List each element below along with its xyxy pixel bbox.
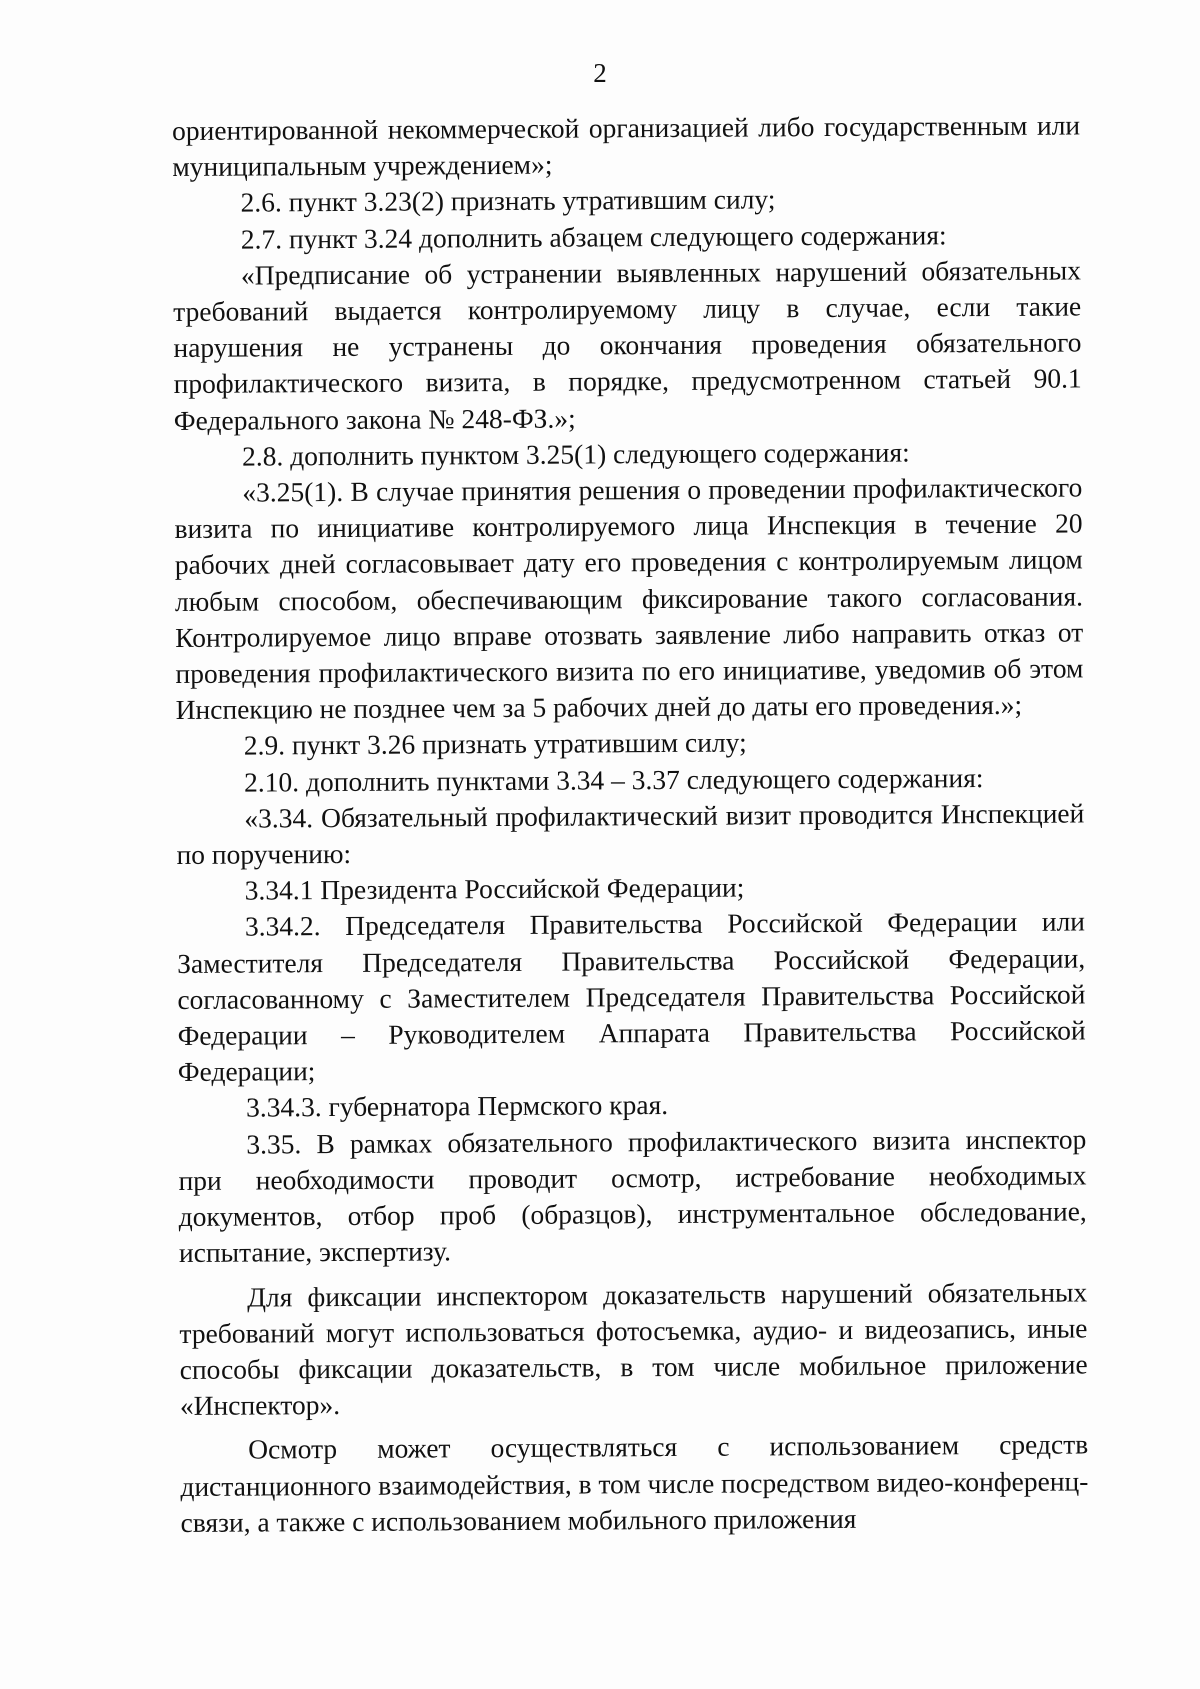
paragraph: 2.8. дополнить пунктом 3.25(1) следующего содержания: [242,436,910,472]
paragraph: ориентированной некоммерческой организацией либо государственным или муниципальным учреждением»; [172,109,1081,183]
paragraph: «3.34. Обязательный профилактический визит проводится Инспекцией по поручению: [176,797,1085,871]
document-body [172,107,1089,1540]
paragraph: 2.9. пункт 3.26 признать утратившим силу; [243,726,747,762]
paragraph: 3.35. В рамках обязательного профилактического визита инспектор при необходимости проводит осмотр, истребование необходимых документов, отбор проб (образцов), инструментальное обследование, испытание, экспертизу. [178,1123,1087,1269]
paragraph: 2.10. дополнить пунктами 3.34 – 3.37 следующего содержания: [243,761,984,798]
page-number: 2 [593,58,607,88]
paragraph: 3.34.2. Председателя Правительства Российской Федерации или Заместителя Председателя Правительства Российской Федерации, согласованному с Заместителем Председателя Правительства Российской Федерации – Руководителем Аппарата Правительства Российской Федерации; [177,905,1086,1088]
paragraph: 2.6. пункт 3.23(2) признать утратившим силу; [240,183,776,218]
paragraph: 3.34.3. губернатора Пермского края. [245,1089,669,1124]
paragraph: Осмотр может осуществляться с использованием средств дистанционного взаимодействия, в том числе посредством видео-конференц-связи, а также с использованием мобильного приложения [180,1428,1089,1538]
paragraph: 2.7. пункт 3.24 дополнить абзацем следующего содержания: [240,218,947,255]
paragraph: «Предписание об устранении выявленных нарушений обязательных требований выдается контролируемому лицу в случае, если такие нарушения не устранены до окончания проведения обязательного профилактического визита, в порядке, предусмотренном статьей 90.1 Федерального закона № 248-ФЗ.»; [173,254,1082,436]
paragraph: 3.34.1 Президента Российской Федерации; [244,871,745,906]
paragraph: Для фиксации инспектором доказательств нарушений обязательных требований могут использоваться фотосъемка, аудио- и видеозапись, иные способы фиксации доказательств, в том числе мобильное приложение «Инспектор». [179,1275,1088,1422]
paragraph: «3.25(1). В случае принятия решения о проведении профилактического визита по инициативе контролируемого лица Инспекция в течение 20 рабочих дней согласовывает дату его проведения с контролируемым лицом любым способом, обеспечивающим фиксирование такого согласования. Контролируемое лицо вправе отозвать заявление либо направить отказ от проведения профилактического визита по его инициативе, уведомив об этом Инспекцию не позднее чем за 5 рабочих дней до даты его проведения.»; [174,471,1084,726]
